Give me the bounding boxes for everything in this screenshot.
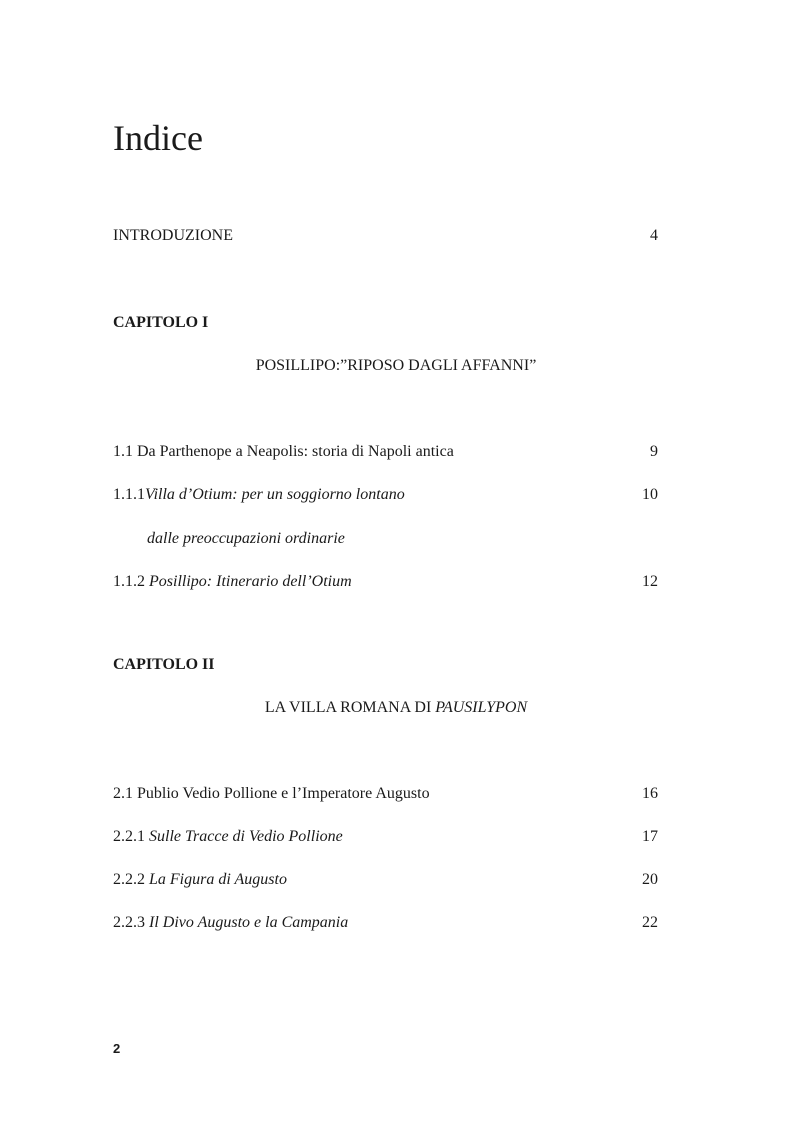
toc-entry-number: 1.1.2 [113,573,149,590]
toc-page-number: 4 [650,227,658,244]
toc-entry-number: 2.1 [113,785,137,802]
toc-page-number: 9 [650,443,658,460]
chapter-heading-2: CAPITOLO II [113,656,215,673]
toc-entry-title: Da Parthenope a Neapolis: storia di Napoli antica [137,443,454,460]
toc-entry-label: INTRODUZIONE [113,227,233,244]
page-title: Indice [113,118,203,158]
footer-page-number: 2 [113,1041,121,1056]
toc-entry-2-1[interactable] [113,782,658,806]
chapter-subtitle-1: POSILLIPO:”RIPOSO DAGLI AFFANNI” [255,357,537,374]
toc-entry-label [113,911,348,935]
toc-entry-title: La Figura di Augusto [149,871,287,888]
toc-entry-continuation: dalle preoccupazioni ordinarie [147,530,345,547]
toc-entry-number: 2.2.1 [113,828,149,845]
toc-entry-label [113,782,430,806]
chapter-subtitle-2 [113,696,679,720]
toc-entry-label [113,483,405,507]
toc-entry-1-1-2[interactable] [113,570,658,594]
toc-entry-title: Villa d’Otium: per un soggiorno lontano [145,486,405,503]
toc-entry-number: 2.2.2 [113,871,149,888]
chapter-subtitle-prefix: LA VILLA ROMANA DI [264,699,436,716]
toc-page-number: 12 [642,573,658,590]
chapter-heading-1: CAPITOLO I [113,314,209,331]
toc-page-number: 10 [642,486,658,503]
toc-entry-1-1[interactable] [113,440,658,464]
toc-entry-title: Posillipo: Itinerario dell’Otium [149,573,352,590]
toc-entry-number: 1.1.1 [113,486,145,503]
toc-entry-label [113,868,287,892]
toc-entry-number: 2.2.3 [113,914,149,931]
toc-entry-label [113,825,343,849]
toc-page-number: 16 [642,785,658,802]
toc-entry-2-2-1[interactable] [113,825,658,849]
toc-entry-number: 1.1 [113,443,137,460]
toc-entry-2-2-3[interactable] [113,911,658,935]
toc-entry-introduzione[interactable] [113,224,658,248]
toc-entry-label [113,440,454,464]
toc-entry-2-2-2[interactable] [113,868,658,892]
toc-page-number: 22 [642,914,658,931]
chapter-subtitle-emphasis: PAUSILYPON [435,699,528,716]
toc-entry-title: Sulle Tracce di Vedio Pollione [149,828,343,845]
toc-entry-label [113,570,352,594]
toc-entry-1-1-1[interactable] [113,483,658,507]
toc-page-number: 17 [642,828,658,845]
toc-page-number: 20 [642,871,658,888]
toc-entry-title: Il Divo Augusto e la Campania [149,914,349,931]
toc-entry-title: Publio Vedio Pollione e l’Imperatore Augusto [137,785,430,802]
